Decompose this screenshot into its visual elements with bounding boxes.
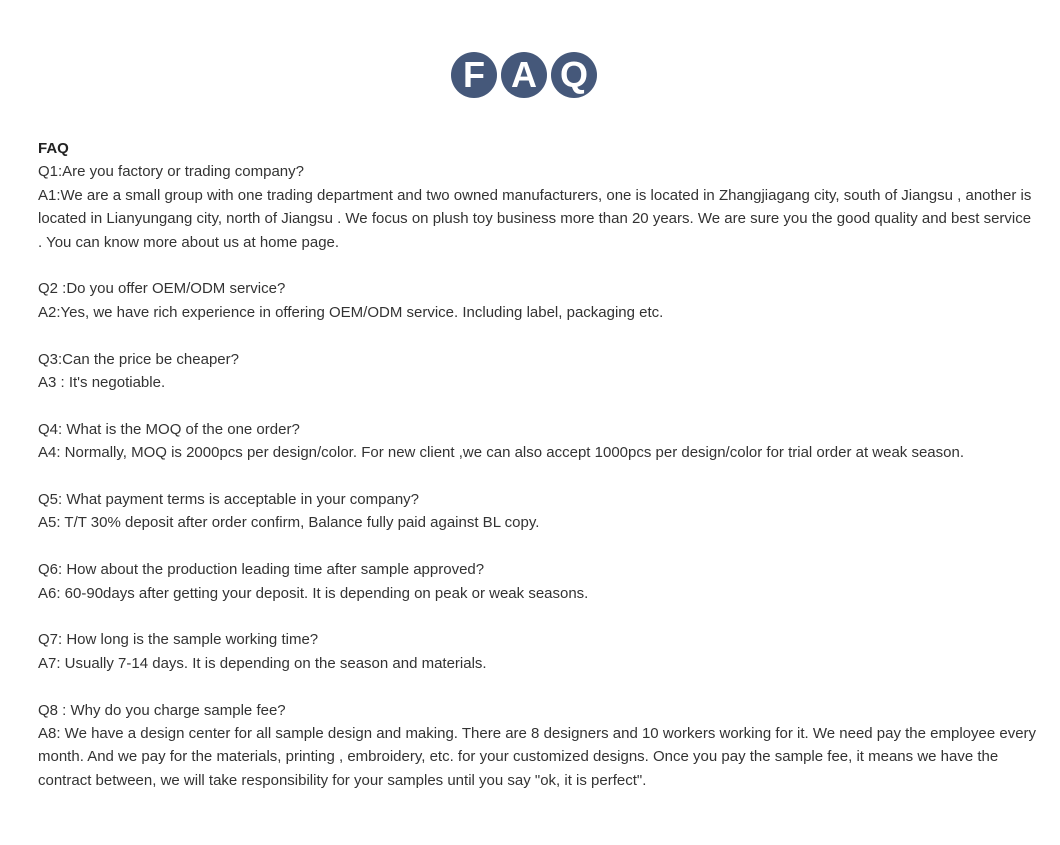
faq-question: Q6: How about the production leading time after sample approved? <box>38 561 485 579</box>
faq-item-6 <box>38 558 1038 605</box>
faq-answer: A5: T/T 30% deposit after order confirm, Balance fully paid against BL copy. <box>38 514 540 532</box>
logo-letter-f: F <box>451 52 497 98</box>
faq-answer: A6: 60-90days after getting your deposit. It is depending on peak or weak seasons. <box>38 584 589 602</box>
faq-answer: A7: Usually 7-14 days. It is depending on the season and materials. <box>38 654 487 672</box>
faq-item-2 <box>38 277 1038 324</box>
faq-question: Q5: What payment terms is acceptable in your company? <box>38 491 420 509</box>
faq-item-1 <box>38 160 1038 254</box>
faq-heading: FAQ <box>38 140 69 157</box>
faq-question: Q2 :Do you offer OEM/ODM service? <box>38 280 286 298</box>
faq-item-8 <box>38 699 1038 793</box>
faq-answer: A2:Yes, we have rich experience in offering OEM/ODM service. Including label, packaging etc. <box>38 303 664 321</box>
faq-question: Q4: What is the MOQ of the one order? <box>38 420 300 438</box>
faq-answer: A8: We have a design center for all sample design and making. There are 8 designers and 10 workers working for it. We need pay the employee every month. And we pay for the materials, printing , embroidery, etc. for your customized designs. Once you pay the sample fee, it means we have the contract between, we will take responsibility for your samples until you say "ok, it is perfect". <box>38 725 1037 789</box>
faq-content <box>38 137 1038 816</box>
faq-answer: A4: Normally, MOQ is 2000pcs per design/color. For new client ,we can also accept 1000pcs per design/color for trial order at weak season. <box>38 444 965 462</box>
faq-item-7 <box>38 628 1038 675</box>
logo-letter-a: A <box>501 52 547 98</box>
faq-question: Q7: How long is the sample working time? <box>38 631 319 649</box>
faq-item-5 <box>38 488 1038 535</box>
faq-logo <box>451 52 597 98</box>
faq-question: Q3:Can the price be cheaper? <box>38 350 239 368</box>
faq-item-3 <box>38 348 1038 395</box>
faq-item-4 <box>38 418 1038 465</box>
faq-answer: A3 : It's negotiable. <box>38 374 166 392</box>
logo-letter-q: Q <box>551 52 597 98</box>
faq-question: Q1:Are you factory or trading company? <box>38 163 304 181</box>
faq-question: Q8 : Why do you charge sample fee? <box>38 701 286 719</box>
faq-answer: A1:We are a small group with one trading department and two owned manufacturers, one is located in Zhangjiagang city, south of Jiangsu , another is located in Lianyungang city, north of Jiangsu . We focus on plush toy business more than 20 years. We are sure you the good quality and best service . You can know more about us at home page. <box>38 186 1032 251</box>
